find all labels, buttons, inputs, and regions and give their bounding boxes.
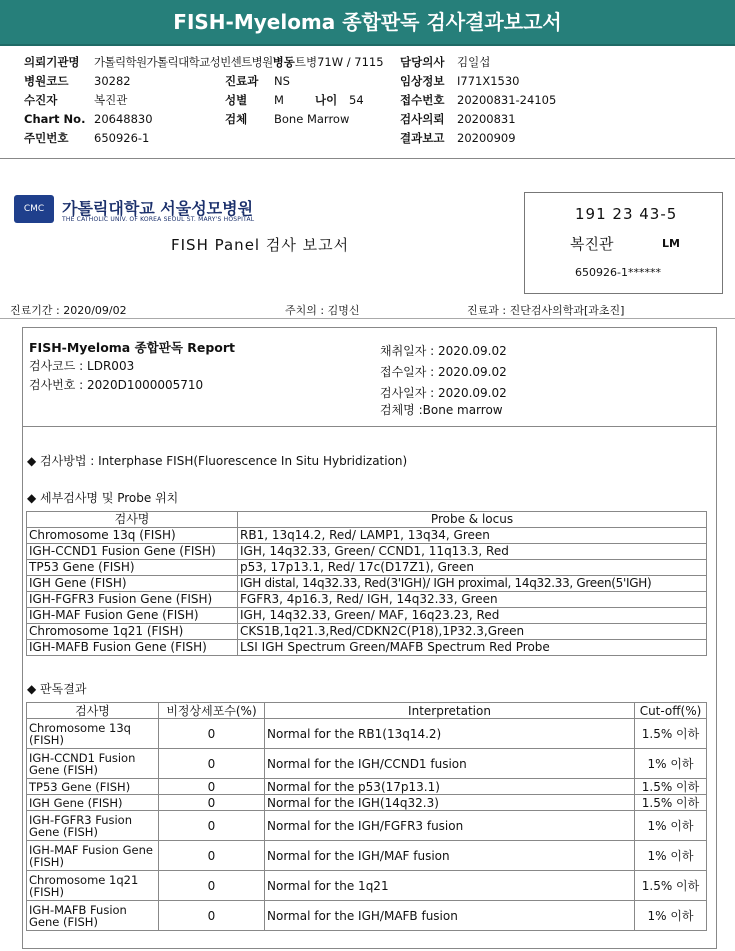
result-table [26, 702, 707, 931]
patient-label: 수진자 [24, 93, 58, 107]
column-header: 검사명 [27, 703, 159, 719]
probe-table [26, 511, 707, 656]
table-header-row [27, 512, 707, 528]
test-name-cell: IGH-FGFR3 Fusion Gene (FISH) [27, 592, 238, 608]
probe-locus-cell: IGH, 14q32.33, Green/ CCND1, 11q13.3, Red [238, 544, 707, 560]
abnormal-percent-cell: 0 [159, 811, 265, 841]
ward-label: 병동 [272, 55, 295, 69]
report-title: FISH Panel 검사 보고서 [171, 236, 350, 254]
interpretation-cell: Normal for the IGH/FGFR3 fusion [265, 811, 635, 841]
cutoff-cell: 1.5% 이하 [635, 795, 707, 811]
specimen-name: 검체명 :Bone marrow [380, 403, 503, 417]
test-date: 검사일자 : 2020.09.02 [380, 386, 507, 400]
patient-rrn: 650926-1****** [575, 266, 661, 279]
hospital-label: 의뢰기관명 [24, 55, 80, 69]
dept-label: 진료과 [225, 74, 259, 88]
probe-locus-cell: RB1, 13q14.2, Red/ LAMP1, 13q34, Green [238, 528, 707, 544]
test-name-cell: IGH-MAFB Fusion Gene (FISH) [27, 901, 159, 931]
test-number: 검사번호 : 2020D1000005710 [29, 378, 204, 392]
column-header: 비정상세포수(%) [159, 703, 265, 719]
doctor-label: 담당의사 [400, 55, 445, 69]
report-date-value: 20200909 [457, 131, 516, 145]
age-value: 54 [349, 93, 364, 107]
interpretation-cell: Normal for the 1q21 [265, 871, 635, 901]
probe-locus-cell: p53, 17p13.1, Red/ 17c(D17Z1), Green [238, 560, 707, 576]
code-value: 30282 [94, 74, 131, 88]
collection-date: 채취일자 : 2020.09.02 [380, 344, 507, 358]
table-row [27, 560, 707, 576]
abnormal-percent-cell: 0 [159, 719, 265, 749]
visit-department: 진료과 : 진단검사의학과[과초진] [467, 304, 625, 317]
probe-locus-cell: CKS1B,1q21.3,Red/CDKN2C(P18),1P32.3,Green [238, 624, 707, 640]
table-row [27, 592, 707, 608]
sex-label: 성별 [225, 93, 248, 107]
specimen-label: 검체 [225, 112, 248, 126]
accession-label: 접수번호 [400, 93, 445, 107]
table-row [27, 749, 707, 779]
column-header: 검사명 [27, 512, 238, 528]
interpretation-cell: Normal for the IGH/MAF fusion [265, 841, 635, 871]
clinical-info-label: 임상정보 [400, 74, 445, 88]
table-row [27, 576, 707, 592]
interpretation-cell: Normal for the IGH(14q32.3) [265, 795, 635, 811]
column-header: Cut-off(%) [635, 703, 707, 719]
table-row [27, 528, 707, 544]
dept-value: NS [274, 74, 290, 88]
interpretation-cell: Normal for the IGH/CCND1 fusion [265, 749, 635, 779]
rrn-value: 650926-1 [94, 131, 150, 145]
result-section-title: ◆ 판독결과 [27, 682, 87, 696]
cutoff-cell: 1% 이하 [635, 749, 707, 779]
table-row [27, 624, 707, 640]
table-row [27, 841, 707, 871]
probe-locus-cell: FGFR3, 4p16.3, Red/ IGH, 14q32.33, Green [238, 592, 707, 608]
ward-value: 트병71W / 7115 [294, 55, 384, 69]
test-name-cell: IGH-MAF Fusion Gene (FISH) [27, 608, 238, 624]
cutoff-cell: 1.5% 이하 [635, 871, 707, 901]
table-row [27, 795, 707, 811]
clinical-info-value: I771X1530 [457, 74, 520, 88]
hospital-logo: CMC [14, 195, 54, 223]
attending-physician: 주치의 : 김명신 [285, 304, 360, 317]
test-name-cell: TP53 Gene (FISH) [27, 560, 238, 576]
interpretation-cell: Normal for the RB1(13q14.2) [265, 719, 635, 749]
interpretation-cell: Normal for the IGH/MAFB fusion [265, 901, 635, 931]
table-row [27, 811, 707, 841]
order-info-left [24, 53, 384, 148]
report-date-label: 결과보고 [400, 131, 445, 145]
test-name-cell: Chromosome 1q21 (FISH) [27, 624, 238, 640]
test-name-cell: IGH Gene (FISH) [27, 795, 159, 811]
interpretation-cell: Normal for the p53(17p13.1) [265, 779, 635, 795]
probe-locus-cell: LSI IGH Spectrum Green/MAFB Spectrum Red Probe [238, 640, 707, 656]
age-label: 나이 [315, 93, 338, 107]
report-name: FISH-Myeloma 종합판독 Report [29, 340, 236, 355]
table-row [27, 871, 707, 901]
test-name-cell: IGH Gene (FISH) [27, 576, 238, 592]
table-row [27, 640, 707, 656]
chart-no-label: Chart No. [24, 112, 86, 126]
test-name-cell: Chromosome 1q21 (FISH) [27, 871, 159, 901]
abnormal-percent-cell: 0 [159, 901, 265, 931]
abnormal-percent-cell: 0 [159, 749, 265, 779]
hospital-name: 가톨릭대학교 서울성모병원 [62, 199, 254, 218]
test-name-cell: IGH-MAF Fusion Gene (FISH) [27, 841, 159, 871]
patient-value: 복진관 [94, 93, 128, 107]
abnormal-percent-cell: 0 [159, 871, 265, 901]
test-name-cell: IGH-CCND1 Fusion Gene (FISH) [27, 749, 159, 779]
specimen-value: Bone Marrow [274, 112, 350, 126]
probe-section-title: ◆ 세부검사명 및 Probe 위치 [27, 491, 179, 505]
column-header: Interpretation [265, 703, 635, 719]
cutoff-cell: 1.5% 이하 [635, 779, 707, 795]
divider [0, 318, 735, 319]
abnormal-percent-cell: 0 [159, 841, 265, 871]
code-label: 병원코드 [24, 74, 69, 88]
patient-reg-number: 191 23 43-5 [575, 205, 678, 223]
table-row [27, 901, 707, 931]
test-name-cell: Chromosome 13q (FISH) [27, 528, 238, 544]
table-row [27, 779, 707, 795]
probe-locus-cell: IGH distal, 14q32.33, Red(3'IGH)/ IGH proximal, 14q32.33, Green(5'IGH) [238, 576, 707, 592]
table-row [27, 608, 707, 624]
cutoff-cell: 1% 이하 [635, 841, 707, 871]
test-code: 검사코드 : LDR003 [29, 359, 135, 373]
request-date-value: 20200831 [457, 112, 516, 126]
cutoff-cell: 1% 이하 [635, 901, 707, 931]
rrn-label: 주민번호 [24, 131, 69, 145]
cutoff-cell: 1% 이하 [635, 811, 707, 841]
patient-name: 복진관 [570, 235, 614, 253]
table-row [27, 544, 707, 560]
abnormal-percent-cell: 0 [159, 795, 265, 811]
divider [0, 158, 735, 159]
receipt-date: 접수일자 : 2020.09.02 [380, 365, 507, 379]
test-name-cell: TP53 Gene (FISH) [27, 779, 159, 795]
order-info-right [400, 53, 556, 148]
test-name-cell: IGH-MAFB Fusion Gene (FISH) [27, 640, 238, 656]
table-row [27, 719, 707, 749]
accession-value: 20200831-24105 [457, 93, 557, 107]
test-method: ◆ 검사방법 : Interphase FISH(Fluorescence In Situ Hybridization) [27, 454, 408, 468]
sex-value: M [274, 93, 284, 107]
doctor-value: 김일섭 [457, 55, 491, 69]
column-header: Probe & locus [238, 512, 707, 528]
hospital-value: 가톨릭학원가톨릭대학교성빈센트병원 [94, 55, 273, 69]
table-header-row [27, 703, 707, 719]
chart-no-value: 20648830 [94, 112, 153, 126]
visit-period: 진료기간 : 2020/09/02 [10, 304, 127, 317]
request-date-label: 검사의뢰 [400, 112, 445, 126]
test-name-cell: IGH-CCND1 Fusion Gene (FISH) [27, 544, 238, 560]
test-name-cell: IGH-FGFR3 Fusion Gene (FISH) [27, 811, 159, 841]
patient-id-box [524, 192, 723, 294]
cutoff-cell: 1.5% 이하 [635, 719, 707, 749]
hospital-english-name: THE CATHOLIC UNIV. OF KOREA SEOUL ST. MARY'S HOSPITAL [62, 216, 255, 223]
abnormal-percent-cell: 0 [159, 779, 265, 795]
test-name-cell: Chromosome 13q (FISH) [27, 719, 159, 749]
patient-sex-code: LM [662, 237, 680, 250]
probe-locus-cell: IGH, 14q32.33, Green/ MAF, 16q23.23, Red [238, 608, 707, 624]
report-banner-title: FISH-Myeloma 종합판독 검사결과보고서 [0, 0, 735, 46]
